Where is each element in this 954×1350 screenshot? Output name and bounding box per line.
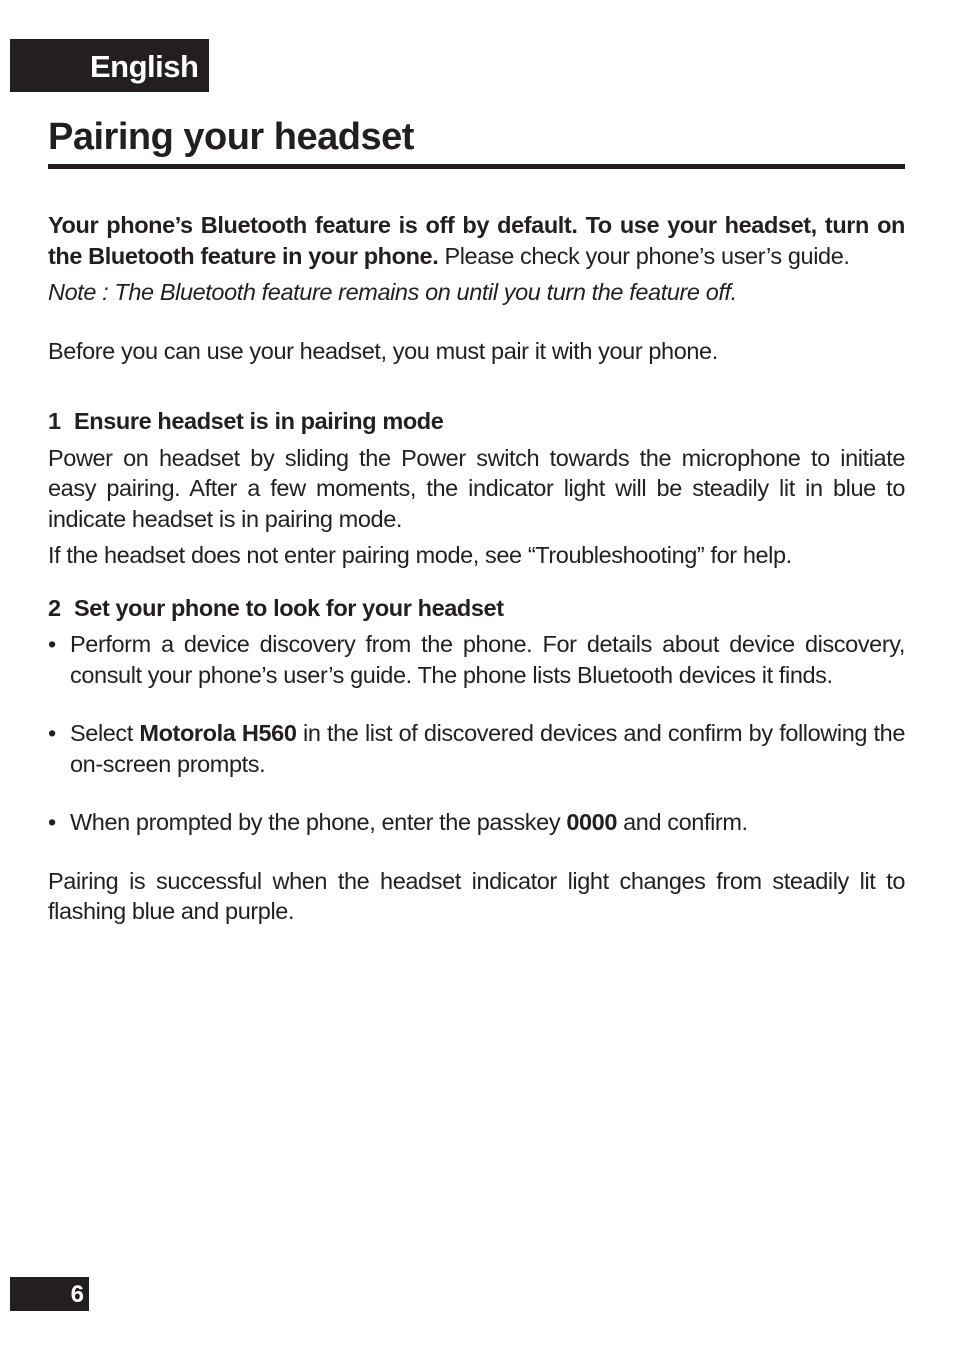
page-content bbox=[48, 210, 905, 927]
bullet-icon: • bbox=[48, 720, 56, 746]
step-2-number: 2 bbox=[48, 594, 61, 621]
page-title: Pairing your headset bbox=[48, 116, 414, 158]
step-1-paragraph-1: Power on headset by sliding the Power switch towards the microphone to initiate easy pairing. After a few moments, the indicator light will be steadily lit in blue to indicate headset is in pairing mode. bbox=[48, 444, 905, 532]
page-number: 6 bbox=[10, 1277, 89, 1311]
bullet-item-select-device bbox=[48, 718, 905, 779]
bullet-text-before: When prompted by the phone, enter the passkey bbox=[70, 809, 567, 835]
bullet-item-discovery bbox=[48, 629, 905, 690]
conclusion-paragraph: Pairing is successful when the headset indicator light changes from steadily lit to flashing blue and purple. bbox=[48, 867, 905, 924]
passkey: 0000 bbox=[566, 809, 617, 835]
intro-paragraph bbox=[48, 210, 905, 271]
bullet-item-passkey bbox=[48, 807, 905, 838]
step-2-heading bbox=[48, 593, 905, 624]
title-divider bbox=[48, 164, 905, 169]
before-paragraph: Before you can use your headset, you must pair it with your phone. bbox=[48, 337, 718, 364]
bullet-text-after: and confirm. bbox=[617, 809, 748, 835]
intro-bold-text: Your phone’s Bluetooth feature is off by default. To use your headset, turn on the Bluetooth feature in your phone. bbox=[48, 212, 905, 269]
bullet-text-before: Select bbox=[70, 720, 140, 746]
bullet-text-after: in the list of discovered devices and confirm by following the on-screen prompts. bbox=[70, 720, 906, 777]
step-1-paragraph-2: If the headset does not enter pairing mode, see “Troubleshooting” for help. bbox=[48, 542, 792, 568]
bullet-text: Perform a device discovery from the phone. For details about device discovery, consult your phone’s user’s guide. The phone lists Bluetooth devices it finds. bbox=[70, 631, 905, 688]
step-1-title: Ensure headset is in pairing mode bbox=[74, 408, 444, 434]
step-2-title: Set your phone to look for your headset bbox=[74, 594, 504, 621]
bullet-icon: • bbox=[48, 809, 56, 835]
step-1-heading bbox=[48, 406, 905, 437]
bullet-icon: • bbox=[48, 631, 56, 657]
intro-regular-text: Please check your phone’s user’s guide. bbox=[438, 242, 850, 269]
language-tab: English bbox=[10, 39, 209, 92]
device-name: Motorola H560 bbox=[139, 720, 297, 746]
note-text: Note : The Bluetooth feature remains on until you turn the feature off. bbox=[48, 279, 737, 305]
step-1-number: 1 bbox=[48, 408, 61, 434]
